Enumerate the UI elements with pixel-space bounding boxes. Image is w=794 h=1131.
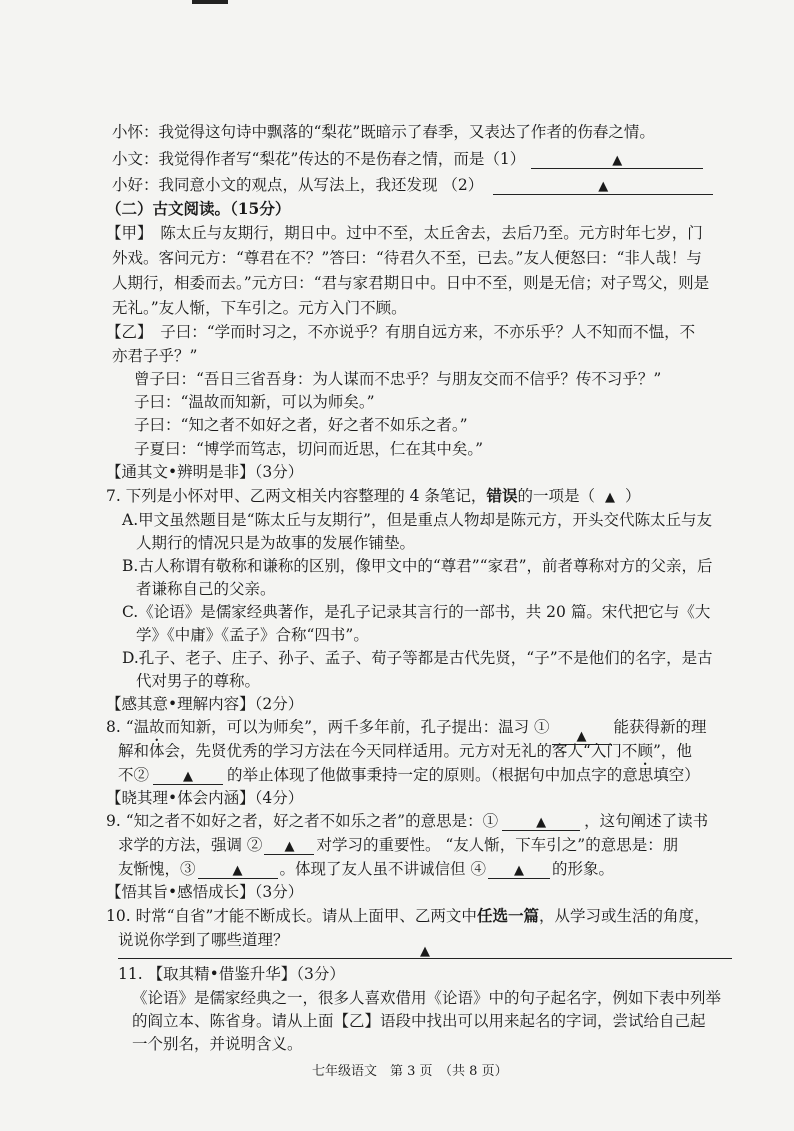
q9-line-3 bbox=[118, 859, 614, 879]
q10-line-2: 说说你学到了哪些道理？ bbox=[118, 931, 289, 949]
q9-text-6: 。体现了友人虽不讲诚信但 ④ bbox=[279, 860, 486, 878]
triangle-icon: ▲ bbox=[513, 863, 524, 878]
q9-header: 【晓其理•体会内涵】（4分） bbox=[106, 789, 304, 807]
answer-blank-2[interactable] bbox=[493, 175, 713, 195]
section-title: （二）古文阅读。（15分） bbox=[106, 199, 291, 218]
q7-stem-emphasis: 错误 bbox=[486, 486, 518, 505]
page-footer: 七年级语文 第 3 页 （共 8 页） bbox=[312, 1064, 508, 1079]
triangle-icon: ▲ bbox=[576, 729, 587, 744]
q11-line-3: 一个别名，并说明含义。 bbox=[132, 1035, 303, 1053]
q8-line-3 bbox=[118, 765, 700, 785]
jia-line-2: 外戏。客问元方：“尊君在不？”答曰：“待君久不至，已去。”友人便怒曰：“非人哉！与 bbox=[112, 249, 702, 267]
q8-text-2: 而知新，可以为师矣”，两千多年前，孔子提出：温习 ① bbox=[164, 718, 550, 736]
yi-line-4: 子曰：“温故而知新，可以为师矣。” bbox=[134, 393, 375, 411]
q9-text-7: 的形象。 bbox=[551, 860, 614, 878]
q8-text-5: ”，他 bbox=[652, 742, 692, 760]
q9-line-1 bbox=[106, 811, 708, 831]
q8-text: 8. “温 bbox=[106, 718, 150, 736]
q9-blank-1[interactable] bbox=[502, 811, 580, 831]
q7-stem bbox=[106, 486, 640, 508]
q7-option-d-1: D.孔子、老子、庄子、孙子、孟子、荀子等都是古代先贤，“子”不是他们的名字，是古 bbox=[122, 649, 713, 667]
yi-line-2: 亦君子乎？” bbox=[112, 347, 198, 365]
triangle-icon: ▲ bbox=[183, 769, 194, 784]
q9-blank-4[interactable] bbox=[488, 859, 550, 879]
jia-line-4: 无礼。”友人惭，下车引之。元方入门不顾。 bbox=[112, 299, 407, 317]
q7-option-a-1: A.甲文虽然题目是“陈太丘与友期行”，但是重点人物却是陈元方，开头交代陈太丘与友 bbox=[122, 511, 712, 529]
triangle-icon: ▲ bbox=[536, 815, 547, 830]
q8-text-7: 的举止体现了他做事秉持一定的原则。（根据句中加点字的意思填空） bbox=[227, 766, 700, 784]
q8-dotted-char: 故 bbox=[149, 718, 165, 736]
scan-mark bbox=[192, 0, 228, 4]
q10-header: 【悟其旨•感悟成长】（3分） bbox=[106, 883, 304, 901]
triangle-icon: ▲ bbox=[612, 153, 623, 168]
q7-option-c-1: C.《论语》是儒家经典著作，是孔子记录其言行的一部书，共 20 篇。宋代把它与《大 bbox=[122, 603, 711, 621]
discussion-hao-text: 小好：我同意小文的观点，从写法上，我还发现 （2） bbox=[112, 176, 484, 194]
triangle-icon: ▲ bbox=[232, 863, 243, 878]
triangle-icon[interactable]: ▲ bbox=[604, 490, 615, 505]
triangle-icon: ▲ bbox=[420, 944, 430, 959]
q9-line-2 bbox=[118, 835, 678, 855]
discussion-hao bbox=[112, 175, 713, 195]
q11-line-1: 《论语》是儒家经典之一，很多人喜欢借用《论语》中的句子起名字，例如下表中列举 bbox=[132, 989, 722, 1007]
q9-text-2: ，这句阐述了读书 bbox=[584, 812, 709, 830]
q7-stem-text-2: 的一项是（ bbox=[517, 487, 595, 505]
q8-text-6: 不② bbox=[118, 766, 150, 784]
q8-text-3: 能获得新的理 bbox=[613, 718, 707, 736]
triangle-icon: ▲ bbox=[284, 839, 295, 854]
q7-header: 【通其文•辨明是非】（3分） bbox=[106, 463, 304, 481]
q7-stem-text: 7. 下列是小怀对甲、乙两文相关内容整理的 4 条笔记， bbox=[106, 487, 487, 505]
yi-line-3: 曾子曰：“吾日三省吾身：为人谋而不忠乎？与朋友交而不信乎？传不习乎？” bbox=[134, 370, 662, 388]
q7-option-c-2: 学》《中庸》《孟子》合称“四书”。 bbox=[136, 626, 369, 644]
q9-blank-3[interactable] bbox=[198, 859, 278, 879]
q10-text-2: ，从学习或生活的角度， bbox=[538, 907, 710, 925]
q9-blank-2[interactable] bbox=[264, 835, 314, 855]
yi-line-1: 【乙】 子曰：“学而时习之，不亦说乎？有朋自远方来，不亦乐乎？人不知而不愠，不 bbox=[106, 323, 696, 341]
q9-text-3: 求学的方法，强调 ② bbox=[118, 836, 263, 854]
q7-option-b-2: 者谦称自己的父亲。 bbox=[136, 580, 276, 598]
q8-header: 【感其意•理解内容】（2分） bbox=[106, 695, 304, 713]
yi-line-6: 子夏曰：“博学而笃志，切问而近思，仁在其中矣。” bbox=[134, 440, 484, 458]
q9-text: 9. “知之者不如好之者，好之者不如乐之者”的意思是：① bbox=[106, 812, 499, 830]
q7-option-d-2: 代对男子的尊称。 bbox=[136, 672, 261, 690]
jia-line-3: 人期行，相委而去。”元方曰：“君与家君期日中。日中不至，则是无信；对子骂父，则是 bbox=[112, 274, 710, 292]
q11-header: 11. 【取其精•借鉴升华】（3分） bbox=[118, 965, 345, 983]
triangle-icon: ▲ bbox=[598, 179, 609, 194]
q9-text-4: 对学习的重要性。 “友人惭，下车引之”的意思是：朋 bbox=[316, 836, 679, 854]
q10-emphasis: 任选一篇 bbox=[476, 906, 539, 925]
q7-stem-close: ） bbox=[624, 487, 641, 505]
q10-text: 10. 时常“自省”才能不断成长。请从上面甲、乙两文中 bbox=[106, 907, 477, 925]
q8-text-4: 解和体会，先贤优秀的学习方法在今天同样适用。元方对无礼的客人“入门不 bbox=[118, 742, 638, 760]
discussion-huai: 小怀：我觉得这句诗中飘落的“梨花”既暗示了春季，又表达了作者的伤春之情。 bbox=[112, 123, 655, 141]
q11-line-2: 的阎立本、陈省身。请从上面【乙】语段中找出可以用来起名的字词，尝试给自己起 bbox=[132, 1012, 706, 1030]
q7-option-b-1: B.古人称谓有敬称和谦称的区别，像甲文中的“尊君”“家君”，前者尊称对方的父亲，后 bbox=[122, 557, 713, 575]
discussion-wen bbox=[112, 149, 703, 169]
q10-line-1 bbox=[106, 906, 709, 926]
answer-blank-1[interactable] bbox=[531, 149, 703, 169]
discussion-wen-text: 小文：我觉得作者写“梨花”传达的不是伤春之情，而是（1） bbox=[112, 150, 526, 168]
q8-dotted-char-2: 顾 bbox=[637, 742, 653, 760]
q7-option-a-2: 人期行的情况只是为故事的发展作铺垫。 bbox=[136, 534, 416, 552]
jia-line-1: 【甲】 陈太丘与友期行，期日中。过中不至，太丘舍去，去后乃至。元方时年七岁，门 bbox=[106, 224, 703, 242]
q9-text-5: 友惭愧，③ bbox=[118, 860, 196, 878]
yi-line-5: 子曰：“知之者不如好之者，好之者不如乐之者。” bbox=[134, 416, 468, 434]
q10-answer-line[interactable] bbox=[118, 940, 732, 959]
q8-blank-2[interactable] bbox=[153, 765, 223, 785]
